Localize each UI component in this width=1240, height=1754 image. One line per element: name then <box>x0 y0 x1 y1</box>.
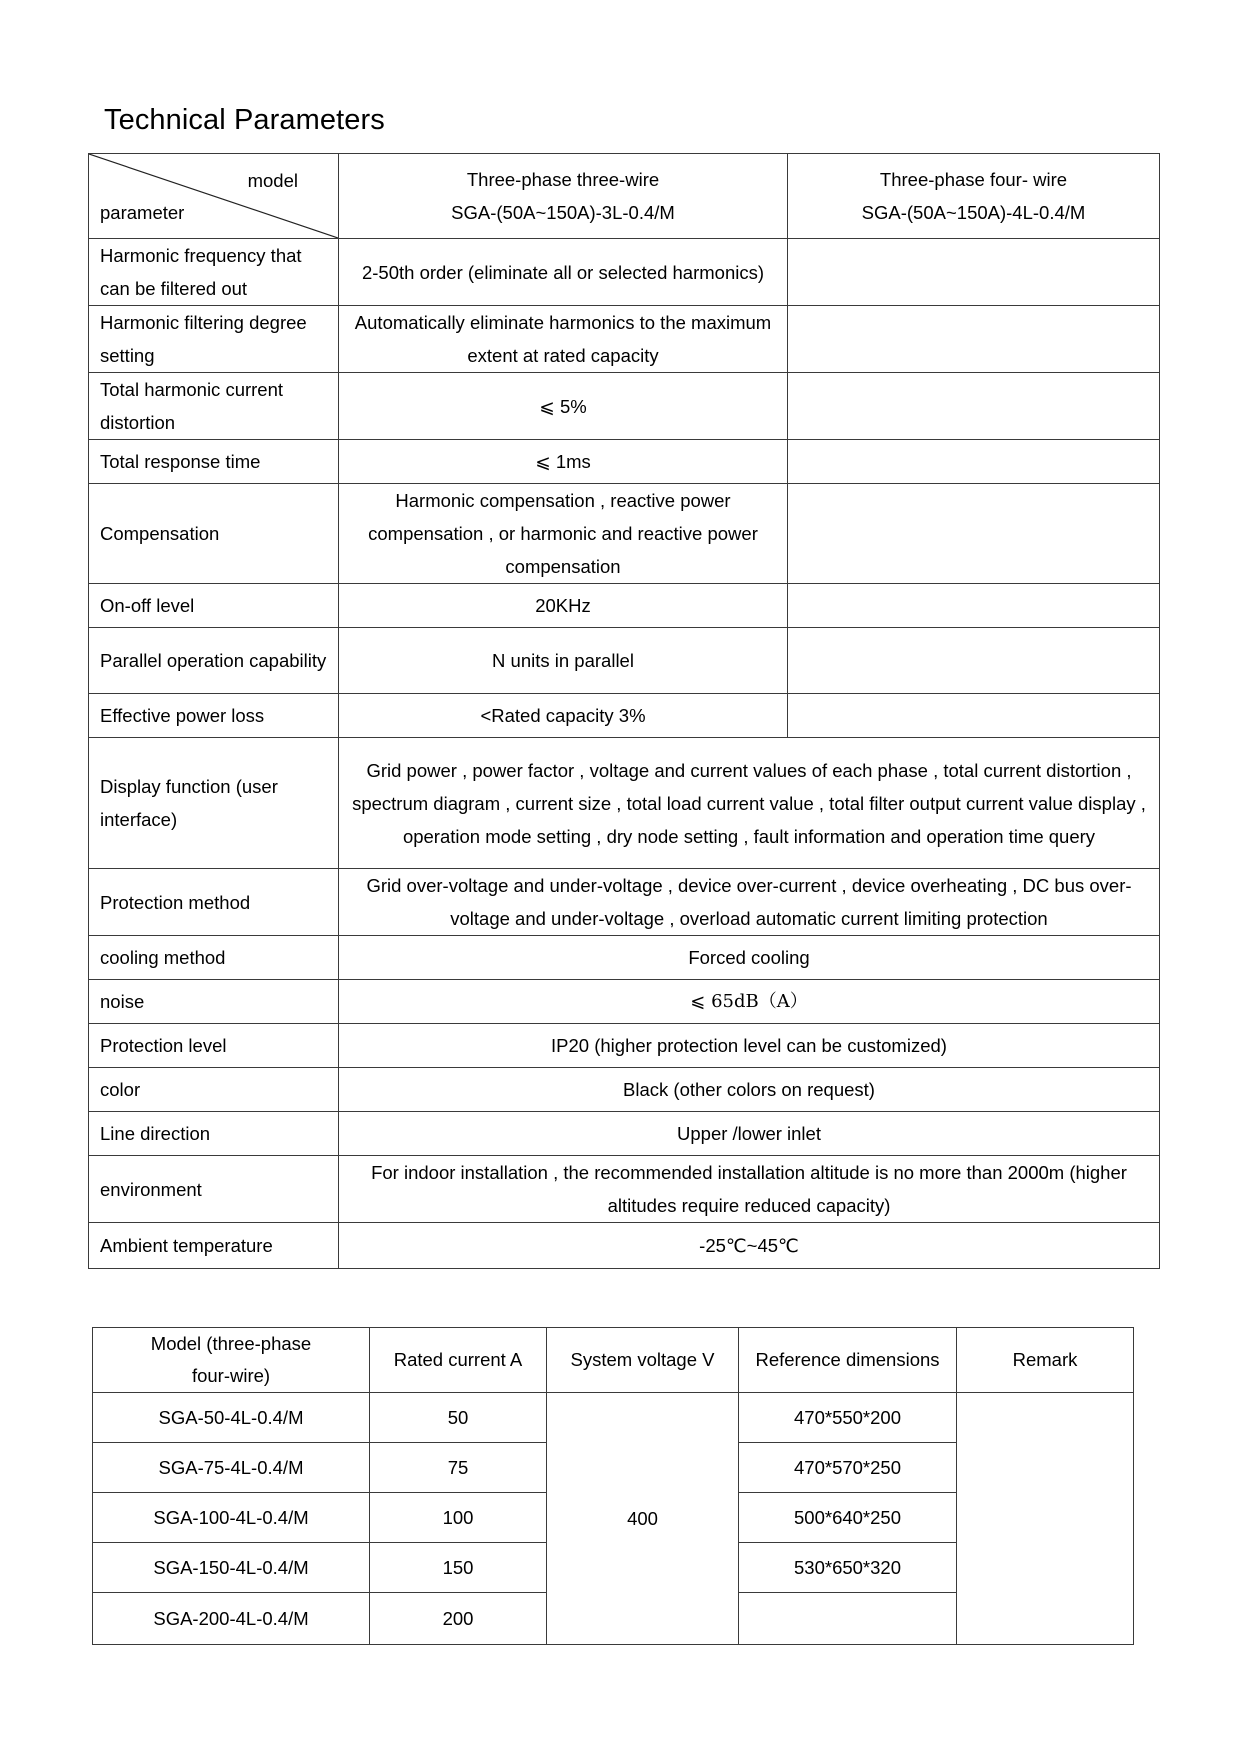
system-voltage: 400 <box>547 1393 739 1645</box>
param-value-4l <box>788 694 1160 738</box>
table-row <box>89 373 1160 440</box>
param-value: Black (other colors on request) <box>339 1068 1160 1112</box>
param-label: Total response time <box>89 440 339 484</box>
param-value: Harmonic compensation , reactive power compensation , or harmonic and reactive power compensation <box>339 484 788 584</box>
table-row <box>89 980 1160 1024</box>
param-label: Total harmonic current distortion <box>89 373 339 440</box>
technical-parameters-table <box>88 153 1160 1269</box>
model-name: SGA-200-4L-0.4/M <box>93 1593 370 1645</box>
param-value: 2-50th order (eliminate all or selected harmonics) <box>339 239 788 306</box>
param-value: Grid power , power factor , voltage and current values of each phase , total current distortion , spectrum diagram , current size , total load current value , total filter output current value display , operation mode setting , dry node setting , fault information and operation time query <box>339 738 1160 869</box>
table-row <box>89 936 1160 980</box>
remark <box>957 1393 1134 1645</box>
param-label: Harmonic frequency that can be filtered out <box>89 239 339 306</box>
header-rated-current: Rated current A <box>370 1328 547 1393</box>
param-value: IP20 (higher protection level can be customized) <box>339 1024 1160 1068</box>
corner-label-parameter: parameter <box>100 202 185 223</box>
param-value-4l <box>788 373 1160 440</box>
dimensions: 530*650*320 <box>739 1543 957 1593</box>
param-value: -25℃~45℃ <box>339 1223 1160 1269</box>
param-value: ⩽ 1ms <box>339 440 788 484</box>
param-label: Protection method <box>89 869 339 936</box>
model-list-table <box>92 1327 1134 1645</box>
diagonal-header-cell <box>89 154 339 239</box>
table-header-row <box>93 1328 1134 1393</box>
model-name: SGA-75-4L-0.4/M <box>93 1443 370 1493</box>
column-header-model: SGA-(50A~150A)-3L-0.4/M <box>451 202 675 223</box>
param-label: Ambient temperature <box>89 1223 339 1269</box>
param-label: Effective power loss <box>89 694 339 738</box>
param-value: <Rated capacity 3% <box>339 694 788 738</box>
param-value-4l <box>788 440 1160 484</box>
column-header-four-wire <box>788 154 1160 239</box>
column-header-three-wire <box>339 154 788 239</box>
param-label: color <box>89 1068 339 1112</box>
param-value: Automatically eliminate harmonics to the maximum extent at rated capacity <box>339 306 788 373</box>
param-value-4l <box>788 628 1160 694</box>
page-title: Technical Parameters <box>104 104 385 136</box>
param-label: Protection level <box>89 1024 339 1068</box>
table-row <box>89 584 1160 628</box>
param-value: Grid over-voltage and under-voltage , device over-current , device overheating , DC bus over-voltage and under-voltage , overload automatic current limiting protection <box>339 869 1160 936</box>
table-row <box>89 1112 1160 1156</box>
param-value: 20KHz <box>339 584 788 628</box>
param-value-4l <box>788 239 1160 306</box>
header-remark: Remark <box>957 1328 1134 1393</box>
param-label: Parallel operation capability <box>89 628 339 694</box>
param-value-4l <box>788 306 1160 373</box>
param-value: N units in parallel <box>339 628 788 694</box>
param-value-4l <box>788 484 1160 584</box>
dimensions: 470*550*200 <box>739 1393 957 1443</box>
param-label: noise <box>89 980 339 1024</box>
table-header-row <box>89 154 1160 239</box>
param-label: Display function (user interface) <box>89 738 339 869</box>
param-label: Line direction <box>89 1112 339 1156</box>
dimensions: 500*640*250 <box>739 1493 957 1543</box>
header-model: Model (three-phase four-wire) <box>93 1328 370 1393</box>
rated-current: 75 <box>370 1443 547 1493</box>
column-header-model: SGA-(50A~150A)-4L-0.4/M <box>861 202 1086 223</box>
table-row <box>89 1068 1160 1112</box>
header-system-voltage: System voltage V <box>547 1328 739 1393</box>
table-row <box>89 440 1160 484</box>
param-value: Forced cooling <box>339 936 1160 980</box>
rated-current: 100 <box>370 1493 547 1543</box>
param-value: Upper /lower inlet <box>339 1112 1160 1156</box>
table-row <box>89 484 1160 584</box>
rated-current: 150 <box>370 1543 547 1593</box>
dimensions: 470*570*250 <box>739 1443 957 1493</box>
table-row <box>89 1156 1160 1223</box>
model-name: SGA-100-4L-0.4/M <box>93 1493 370 1543</box>
column-header-type: Three-phase three-wire <box>466 169 660 190</box>
param-label: cooling method <box>89 936 339 980</box>
column-header-type: Three-phase four- wire <box>879 169 1068 190</box>
table-row <box>89 306 1160 373</box>
table-row <box>89 694 1160 738</box>
dimensions <box>739 1593 957 1645</box>
model-name: SGA-50-4L-0.4/M <box>93 1393 370 1443</box>
table-row <box>93 1393 1134 1443</box>
header-reference-dimensions: Reference dimensions <box>739 1328 957 1393</box>
param-value: ⩽ 5% <box>339 373 788 440</box>
param-label: On-off level <box>89 584 339 628</box>
param-label: Harmonic filtering degree setting <box>89 306 339 373</box>
param-value: ⩽ 65dB（A） <box>339 980 1160 1024</box>
param-label: Compensation <box>89 484 339 584</box>
table-row <box>89 1223 1160 1269</box>
table-row <box>89 1024 1160 1068</box>
table-row <box>89 239 1160 306</box>
param-value: For indoor installation , the recommended installation altitude is no more than 2000m (higher altitudes require reduced capacity) <box>339 1156 1160 1223</box>
rated-current: 50 <box>370 1393 547 1443</box>
rated-current: 200 <box>370 1593 547 1645</box>
param-value-4l <box>788 584 1160 628</box>
model-name: SGA-150-4L-0.4/M <box>93 1543 370 1593</box>
table-row <box>89 738 1160 869</box>
corner-label-model: model <box>247 170 298 191</box>
table-row <box>89 869 1160 936</box>
param-label: environment <box>89 1156 339 1223</box>
table-row <box>89 628 1160 694</box>
